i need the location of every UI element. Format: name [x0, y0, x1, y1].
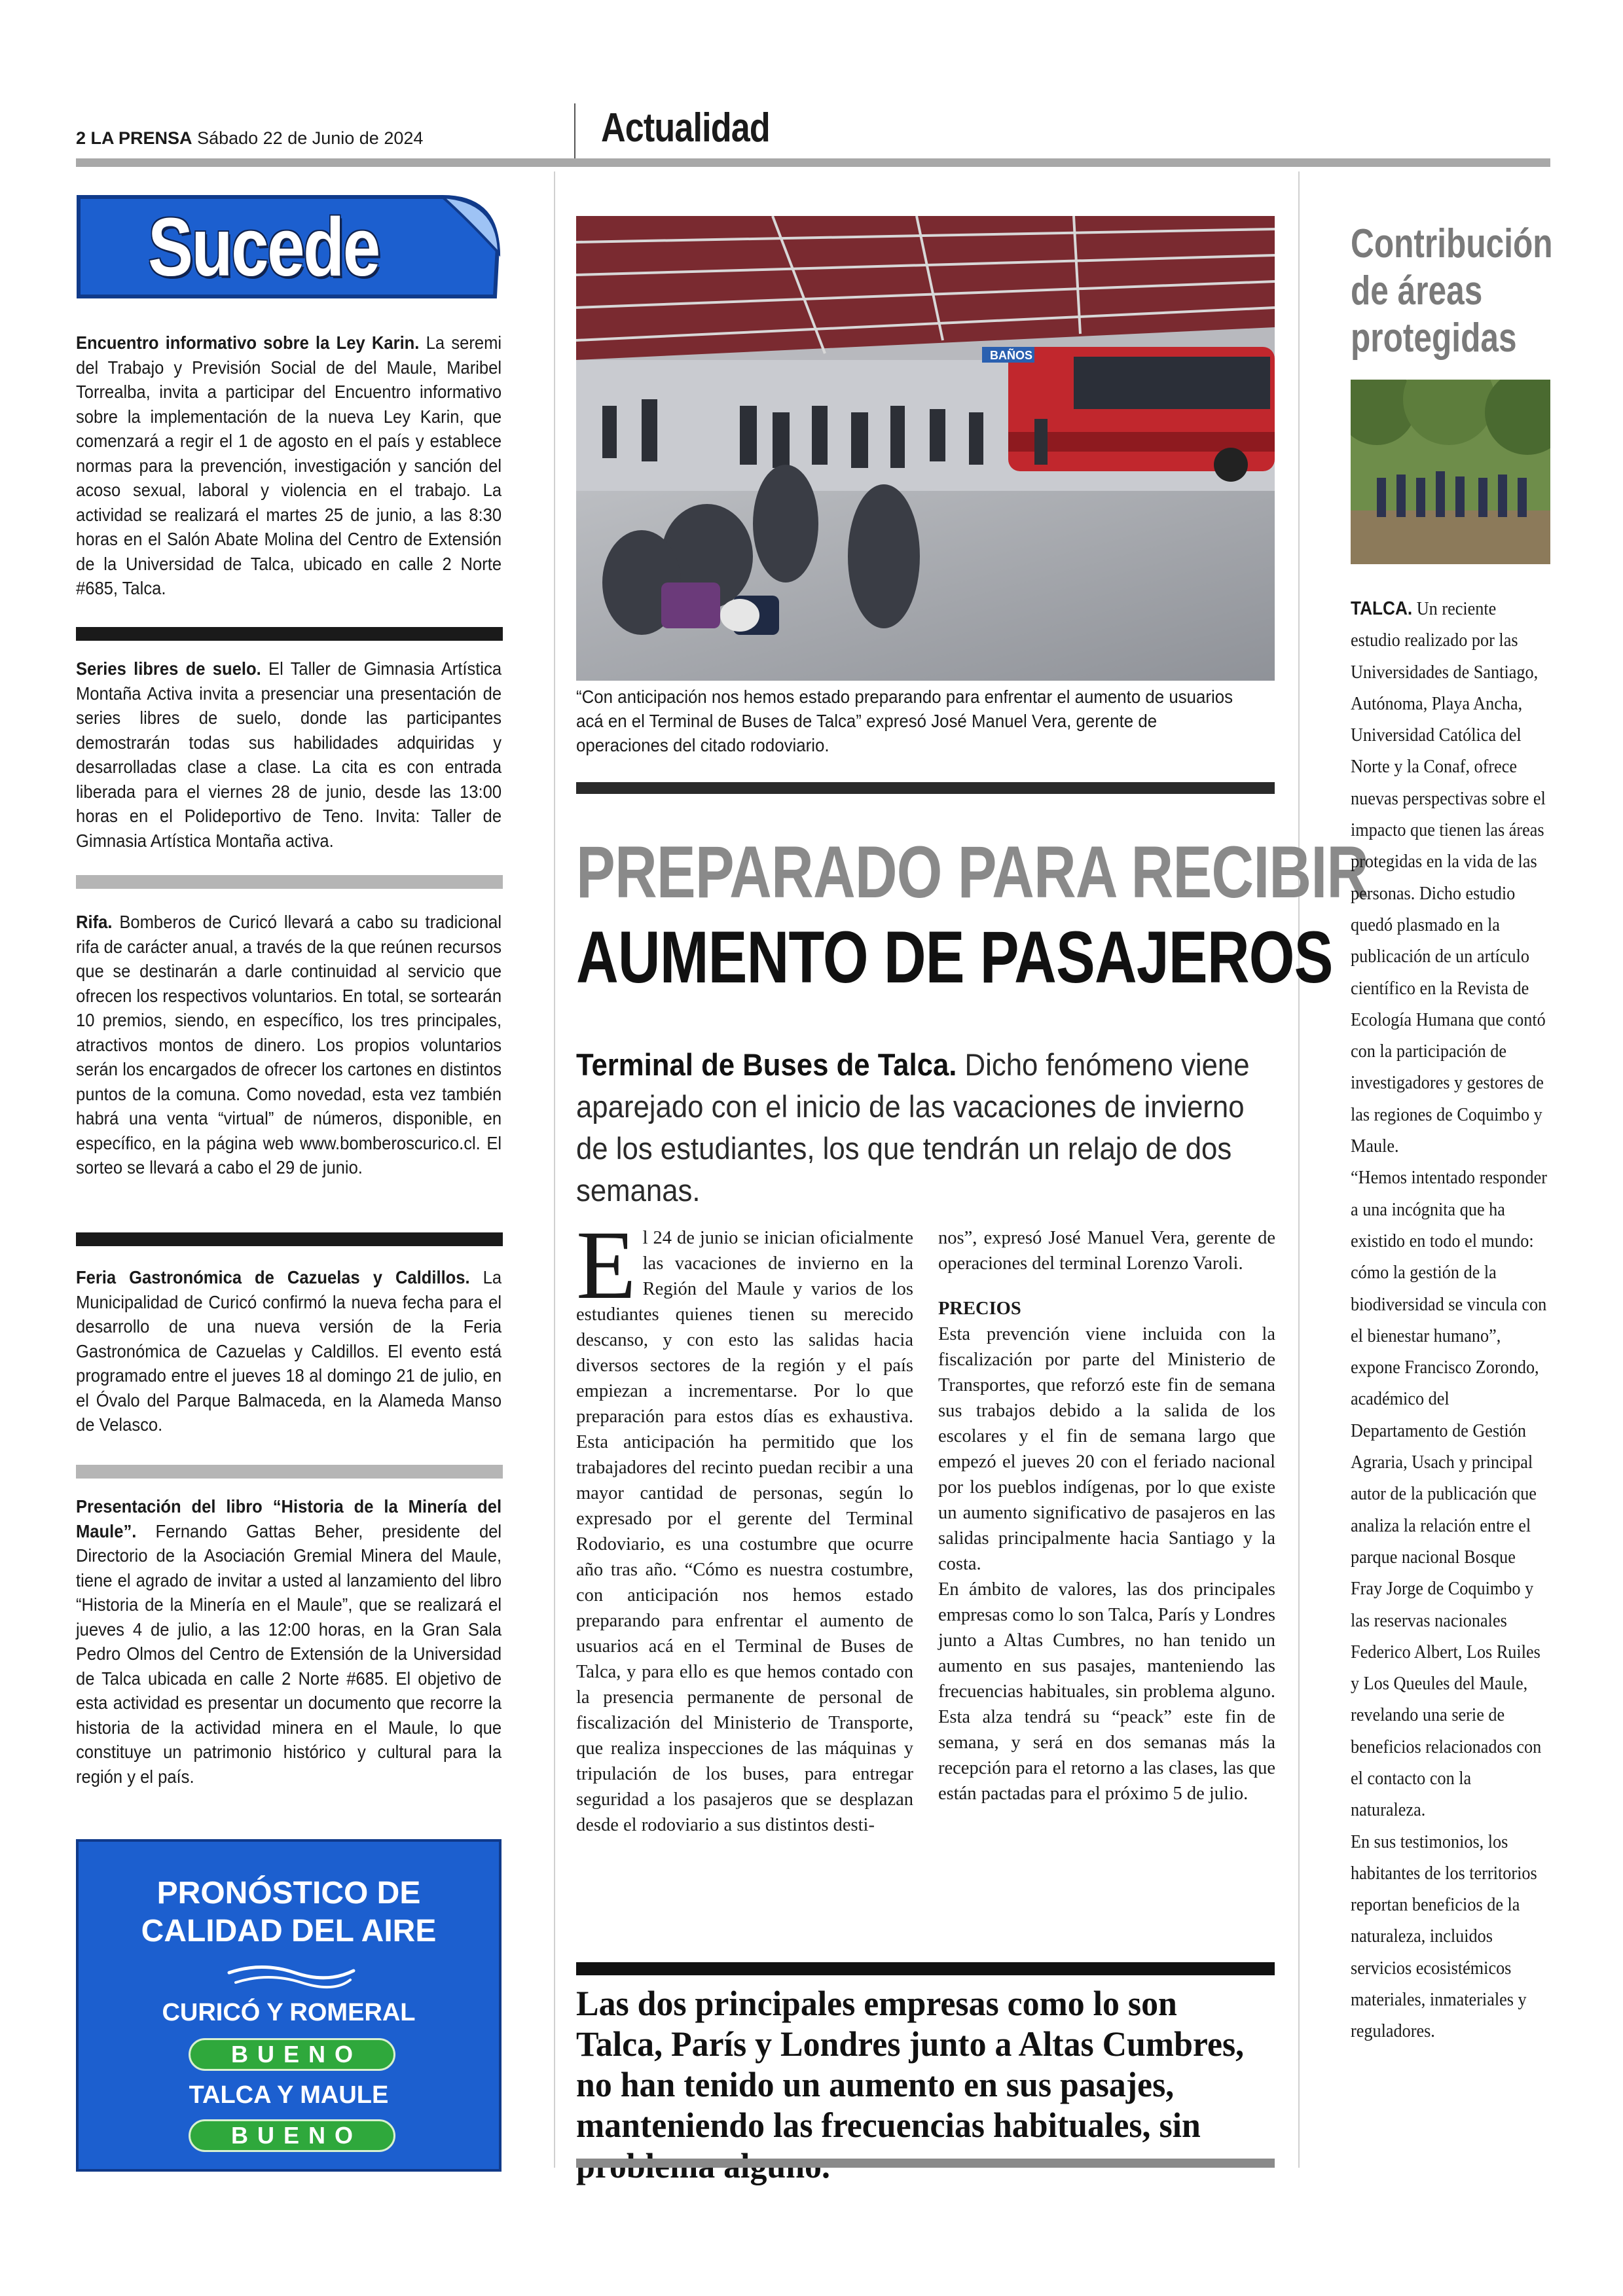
- sidebar-title-line1: Contribución: [1351, 221, 1553, 266]
- column-divider: [1298, 171, 1300, 2168]
- air-region-name: CURICÓ Y ROMERAL: [162, 1999, 416, 2026]
- pullquote-rule-bottom: [576, 2159, 1275, 2168]
- photo-caption: “Con anticipación nos hemos estado preparando para enfrentar el aumento de usuarios acá en el Terminal de Buses de Talca” expresó José Manuel Vera, gerente de operaciones del citado rodoviario.: [576, 687, 1233, 755]
- brief-separator: [76, 875, 503, 889]
- deck-text: Dicho fenómeno viene aparejado con el inicio de las vacaciones de invierno de los estudiantes, los que tendrán un relajo de dos semanas.: [576, 1047, 1250, 1208]
- brief-text: La seremi del Trabajo y Previsión Social de del Maule, Maribel Torrealba, invita a participar del Encuentro informativo sobre la implementación de la nueva Ley Karin, que comenzará a regir el 1 de agosto en el país y establece normas para la prevención, investigación y sanción del acoso sexual, laboral y violencia en el trabajo. La actividad se realizará el martes 25 de junio, a las 8:30 horas en el Salón Abate Molina del Centro de Extensión de la Universidad de Talca, ubicado en calle 2 Norte #685, Talca.: [76, 332, 502, 598]
- brief-heading: Encuentro informativo sobre la Ley Karin.: [76, 332, 420, 353]
- article-deck: [576, 1044, 1279, 1211]
- sucede-banner: [76, 194, 501, 299]
- column-divider: [554, 171, 555, 2168]
- brief-heading: Feria Gastronómica de Cazuelas y Caldillos.: [76, 1267, 470, 1287]
- photo-sign: BAÑOS: [990, 349, 1033, 362]
- page-folio: [76, 128, 423, 149]
- brief-text: Bomberos de Curicó llevará a cabo su tradicional rifa de carácter anual, a través de la que reúnen recursos que se destinarán a darle continuidad al servicio que ofrecen los respectivos voluntarios. En total, se sortearán 10 premios, siendo, en específico, los tres principales, atractivos montos de dinero. Los propios voluntarios serán los encargados de ofrecer los cartones en distintos puntos de la comuna. Como novedad, esta vez también habrá una venta “virtual” de números, disponible, en específico, en la página web www.bomberoscurico.cl. El sorteo se llevará a cabo el 29 de junio.: [76, 912, 502, 1177]
- body-text: En ámbito de valores, las dos principales empresas como lo son Talca, París y Londres junto a Altas Cumbres, no han tenido un aumento en sus pasajes, manteniendo las frecuencias habituales, sin problema alguno. Esta alza tendrá su “peack” este fin de semana, y será en dos semanas más la recepción para el retorno a las clases, las que están pactadas para el próximo 5 de julio.: [938, 1579, 1275, 1804]
- header-divider: [574, 103, 575, 160]
- brief-text: La Municipalidad de Curicó confirmó la nueva fecha para el desarrollo de una nueva versión de la Feria Gastronómica de Cazuelas y Caldillos. El evento está programado entre el jueves 18 al domingo 21 de julio, en el Óvalo del Parque Balmaceda, en la Alameda Manso de Velasco.: [76, 1267, 502, 1435]
- protected-area-photo: [1351, 380, 1550, 564]
- headline-line1: PREPARADO PARA RECIBIR: [576, 831, 1369, 913]
- body-text: Esta prevención viene incluida con la fiscalización por parte del Ministerio de Transportes, que reforzó este fin de semana sus trabajos debido a la salida de los escolares y el fin de semana largo que empezó el jueves 20 con el feriado nacional por los pueblos indígenas, por lo que existe un aumento significativo de pasajeros en las salidas principalmente hacia Santiago y la costa.: [938, 1324, 1275, 1574]
- sidebar-body: En sus testimonios, los habitantes de los territorios reportan beneficios de la naturaleza, incluidos servicios ecosistémicos materiales, inmateriales y reguladores.: [1351, 1831, 1537, 2042]
- header-rule: [76, 158, 1550, 167]
- sidebar-text: [1351, 593, 1550, 2048]
- brief-item: [76, 331, 501, 601]
- pullquote: Las dos principales empresas como lo son Talca, París y Londres junto a Altas Cumbres, no han tenido un aumento en sus pasajes, manteniendo las frecuencias habituales, sin: [576, 1984, 1245, 2145]
- sidebar-body: “Hemos intentado responder a una incógnita que ha existido en todo el mundo: cómo la gestión de la biodiversidad se vincula con el bienestar humano”, expone Francisco Zorondo, académico del Departamento de Gestión Agraria, Usach y principal autor de la publicación que analiza la relación entre el parque nacional Bosque Fray Jorge de Coquimbo y las reservas nacionales Federico Albert, Los Ruiles y Los Queules del Maule, revelando una serie de beneficios relacionados con el contacto con la naturaleza.: [1351, 1168, 1547, 1821]
- pullquote-rule-top: [576, 1962, 1275, 1975]
- forest-group-illustration: [1351, 380, 1550, 564]
- article-body-column-2: [938, 1225, 1275, 1806]
- bus-terminal-photo: [576, 216, 1275, 681]
- brief-separator: [76, 627, 503, 641]
- deck-lead: Terminal de Buses de Talca.: [576, 1047, 957, 1082]
- air-status-badge: BUENO: [189, 2119, 395, 2152]
- article-subhead: PRECIOS: [938, 1299, 1021, 1319]
- sidebar-title-line3: protegidas: [1351, 315, 1517, 361]
- body-text: nos”, expresó José Manuel Vera, gerente de operaciones del terminal Lorenzo Varoli.: [938, 1228, 1275, 1274]
- article-body-column-1: [576, 1211, 913, 1838]
- air-region-name: TALCA Y MAULE: [189, 2081, 389, 2109]
- sucede-title: Sucede: [148, 201, 379, 293]
- brief-item: [76, 1265, 501, 1437]
- brief-text: Fernando Gattas Beher, presidente del Directorio de la Asociación Gremial Minera del Maule, tiene el agrado de invitar a usted al lanzamiento del libro “Historia de la Minería en el Maule”, que se realizará el jueves 4 de julio, a las 12:00 horas, en la Gran Sala Pedro Olmos del Centro de Extensión de la Universidad de Talca ubicada en calle 2 Norte #685. El objetivo de esta actividad es presentar un documento que recorre la historia de la actividad minera en el Maule, lo que constituye un patrimonio histórico y cultural para la región y el país.: [76, 1520, 502, 1787]
- issue-date: Sábado 22 de Junio de 2024: [197, 128, 424, 148]
- sidebar-body: Un reciente estudio realizado por las Universidades de Santiago, Autónoma, Playa Ancha, Universidad Católica del Norte y la Conaf, ofrece nuevas perspectivas sobre el impacto que tienen las áreas protegidas en la vida de las personas. Dicho estudio quedó plasmado en la publicación de un artículo científico en la Revista de Ecología Humana que contó con la participación de investigadores y gestores de las regiones de Coquimbo y Maule.: [1351, 599, 1546, 1157]
- air-quality-box: [76, 1839, 501, 2172]
- brief-item: [76, 910, 501, 1180]
- article-headline: [576, 831, 1369, 998]
- headline-line2: AUMENTO DE PASAJEROS: [576, 916, 1333, 998]
- brief-separator: [76, 1465, 503, 1479]
- newspaper-name: LA PRENSA: [90, 128, 192, 148]
- brief-item: [76, 1494, 501, 1789]
- air-quality-title: [79, 1874, 499, 1950]
- brief-heading: Presentación del libro “Historia de la Minería del Maule”.: [76, 1496, 502, 1541]
- body-text: l 24 de junio se inician oficialmente las vacaciones de invierno en la Región del Maule y varios de los estudiantes quienes tienen su merecido descanso, y con esto las salidas hacia diversos sectores de la región y el país empiezan a incrementarse. Por lo que preparación para estos días es exhaustiva. Esta anticipación ha permitido que los trabajadores del recinto puedan recibir a una mayor cantidad de personas, según lo expresado por el gerente del Terminal Rodoviario, es una costumbre que ocurre año tras año. “Cómo es nuestra costumbre, con anticipación nos hemos estado preparando para enfrentar el aumento de usuarios acá en el Terminal de Buses de Talca, y para ello es que hemos contado con la presencia permanente de personal de fiscalización del Ministerio de Transporte, que realiza inspecciones de las máquinas y tripulación de los buses, para entregar seguridad a los pasajeros que se desplazan desde el rodoviario a sus distintos desti-: [576, 1228, 913, 1835]
- bus-terminal-illustration: [576, 216, 1275, 681]
- wind-wave-icon: [226, 1963, 357, 1989]
- air-quality-title-line1: PRONÓSTICO DE: [156, 1876, 421, 1910]
- brief-item: [76, 656, 501, 853]
- drop-cap: E: [576, 1211, 636, 1319]
- brief-heading: Series libres de suelo.: [76, 658, 261, 679]
- brief-heading: Rifa.: [76, 912, 113, 932]
- sidebar-title: [1351, 221, 1553, 362]
- photo-rule: [576, 782, 1275, 794]
- sidebar-dateline: TALCA.: [1351, 598, 1413, 619]
- brief-text: El Taller de Gimnasia Artística Montaña Activa invita a presenciar una presentación de series libres de suelo, donde las participantes demostrarán todas sus habilidades adquiridas y desarrolladas clase a clase. La cita es con entrada liberada para el viernes 28 de junio, desde las 13:00 horas en el Polideportivo de Teno. Invita: Taller de Gimnasia Artística Montaña activa.: [76, 658, 502, 851]
- page-number: 2: [76, 128, 86, 148]
- brief-separator: [76, 1232, 503, 1246]
- air-quality-title-line2: CALIDAD DEL AIRE: [141, 1914, 437, 1948]
- section-title: Actualidad: [601, 105, 770, 151]
- air-status-badge: BUENO: [189, 2038, 395, 2071]
- sidebar-title-line2: de áreas: [1351, 268, 1483, 314]
